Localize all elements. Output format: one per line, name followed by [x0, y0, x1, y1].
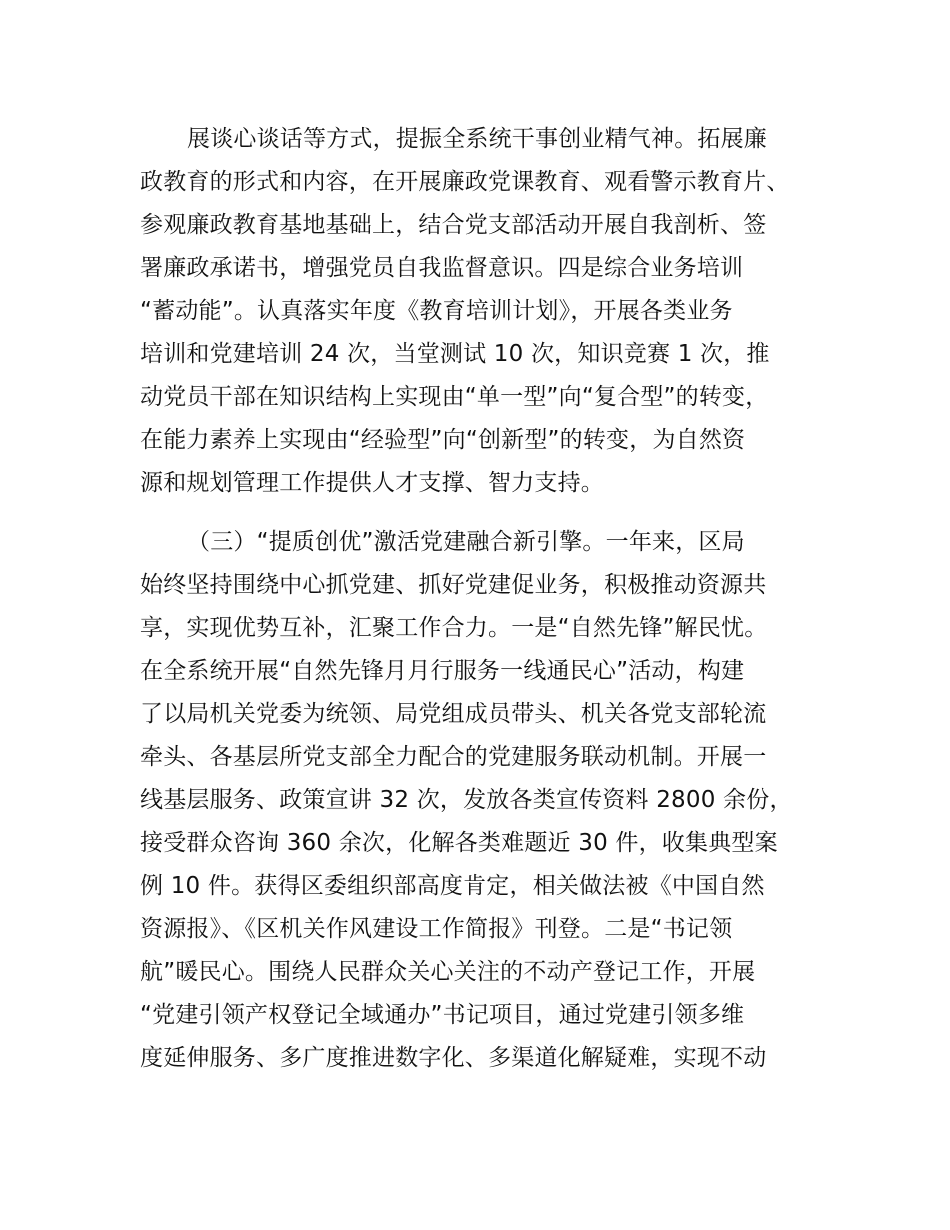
document-body — [140, 118, 840, 1080]
text-line: “蓄动能”。认真落实年度《教育培训计划》，开展各类业务 — [140, 298, 733, 324]
paragraph-1 — [140, 118, 840, 505]
text-line: 展谈心谈话等方式，提振全系统干事创业精气神。拓展廉 — [187, 126, 767, 152]
text-line: 航”暖民心。围绕人民群众关心关注的不动产登记工作，开展 — [140, 959, 756, 985]
text-line: 线基层服务、政策宣讲 32 次，发放各类宣传资料 2800 余份， — [140, 787, 793, 813]
text-line: （三）“提质创优”激活党建融合新引擎。一年来，区局 — [187, 529, 745, 555]
text-line: 度延伸服务、多广度推进数字化、多渠道化解疑难，实现不动 — [140, 1045, 767, 1071]
text-line: 政教育的形式和内容，在开展廉政党课教育、观看警示教育片、 — [140, 169, 790, 195]
paragraph-gap — [140, 505, 840, 521]
text-line: 资源报》、《区机关作风建设工作简报》刊登。二是“书记领 — [140, 916, 733, 942]
text-line: “党建引领产权登记全域通办”书记项目，通过党建引领多维 — [140, 1002, 745, 1028]
paragraph-2 — [140, 521, 840, 1080]
text-line: 在能力素养上实现由“经验型”向“创新型”的转变，为自然资 — [140, 427, 746, 453]
text-line: 接受群众咨询 360 余次，化解各类难题近 30 件，收集典型案 — [140, 830, 778, 856]
text-line: 动党员干部在知识结构上实现由“单一型”向“复合型”的转变， — [140, 384, 769, 410]
text-line: 培训和党建培训 24 次，当堂测试 10 次，知识竞赛 1 次，推 — [140, 341, 770, 367]
text-line: 了以局机关党委为统领、局党组成员带头、机关各党支部轮流 — [140, 701, 767, 727]
text-line: 牵头、各基层所党支部全力配合的党建服务联动机制。开展一 — [140, 744, 767, 770]
text-line: 参观廉政教育基地基础上，结合党支部活动开展自我剖析、签 — [140, 212, 767, 238]
text-line: 例 10 件。获得区委组织部高度肯定，相关做法被《中国自然 — [140, 873, 765, 899]
text-line: 享，实现优势互补，汇聚工作合力。一是“自然先锋”解民忧。 — [140, 615, 768, 641]
text-line: 源和规划管理工作提供人才支撑、智力支持。 — [140, 470, 604, 496]
text-line: 署廉政承诺书，增强党员自我监督意识。四是综合业务培训 — [140, 255, 744, 281]
text-line: 在全系统开展“自然先锋月月行服务一线通民心”活动，构建 — [140, 658, 745, 684]
text-line: 始终坚持围绕中心抓党建、抓好党建促业务，积极推动资源共 — [140, 572, 767, 598]
